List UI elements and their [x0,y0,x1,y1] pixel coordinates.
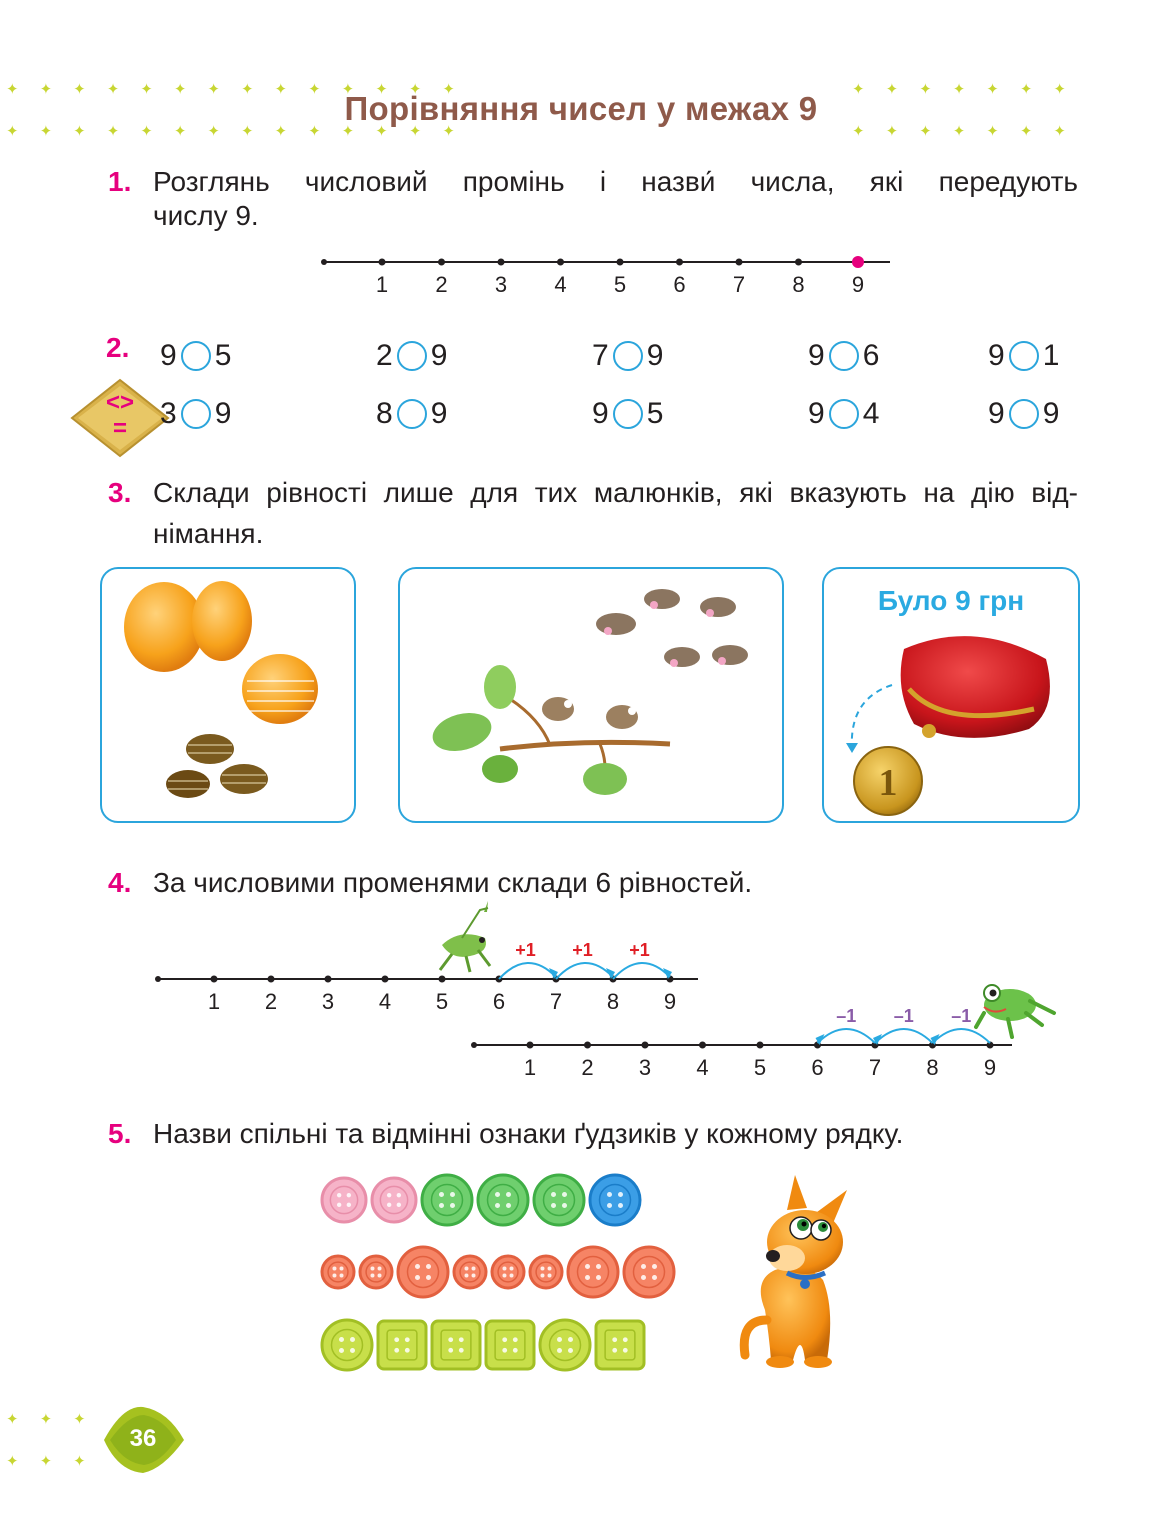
minus-jump-arc [875,1029,933,1043]
nl1-tick-dot [557,259,564,266]
decor-stars-top-4: ✦✦✦✦✦✦✦ [852,123,1087,140]
nl2-tick-label: 5 [435,989,449,1014]
page-title: Порівняння чисел у межах 9 [344,90,818,127]
button-pink [322,1178,366,1222]
button-green [534,1175,584,1225]
comparison-sign-slot[interactable] [181,399,211,429]
picture-frame-birds [398,567,784,823]
nl3-tick-label: 4 [696,1055,709,1080]
comparison-item [592,336,663,376]
nl3-tick-label: 1 [523,1055,537,1080]
comparison-item [160,336,231,376]
nl2-tick-label: 7 [549,989,563,1014]
button-big-orange [568,1247,618,1297]
number-line-3 [460,975,1060,1085]
comparison-item [160,394,231,434]
comparison-right-number: 1 [1042,339,1060,372]
nl1-tick-label: 5 [613,272,627,297]
button-big-orange [624,1247,674,1297]
comparison-item [592,394,663,434]
button-green [478,1175,528,1225]
comparison-sign-slot[interactable] [613,341,643,371]
purse-caption: Було 9 грн [877,585,1025,616]
nl1-tick-label: 6 [673,272,686,297]
nl3-tick-dot [699,1042,706,1049]
comparison-left-number: 9 [988,339,1005,372]
task-1-text-line1: Розглянь числовий промінь і назви́ числа, які передують [153,166,1078,197]
button-square-lime [486,1321,534,1369]
comparison-left-number: 9 [808,339,825,372]
comparison-item [988,336,1059,376]
minus-jump-label: –1 [951,1006,972,1026]
comparison-sign-slot[interactable] [1009,399,1039,429]
grasshopper-icon [440,908,490,972]
nl2-tick-label: 4 [378,989,392,1014]
nl1-tick-dot [736,259,743,266]
comparison-right-number: 6 [862,339,880,372]
comparison-right-number: 9 [1042,397,1060,430]
button-round-lime [322,1320,372,1370]
task-4-text: За числовими променями склади 6 рівностей. [153,867,753,898]
comparison-right-number: 4 [862,397,880,430]
button-pink [372,1178,416,1222]
comparison-right-number: 9 [214,397,232,430]
comparison-sign-slot[interactable] [397,399,427,429]
comparison-item [376,336,447,376]
buttons-rows [320,1170,680,1380]
decor-stars-bottom-2: ✦✦✦ [6,1453,107,1470]
task-2-number: 2. [106,332,130,363]
nl1-tick-label: 9 [851,272,865,297]
comparison-sign-slot[interactable] [829,399,859,429]
nl2-tick-dot [439,976,446,983]
nl2-tick-label: 1 [207,989,221,1014]
plus-jump-label: +1 [515,940,536,960]
comparison-item [376,394,447,434]
minus-jump-arc [933,1029,991,1043]
task-5-number: 5. [108,1118,132,1149]
page-number-badge [98,1403,188,1477]
nl2-tick-dot [268,976,275,983]
task-1-text-line2: числу 9. [153,200,259,231]
nl2-tick-label: 6 [492,989,506,1014]
comparison-right-number: 9 [646,339,664,372]
comparison-left-number: 9 [160,339,177,372]
comparison-sign-slot[interactable] [829,341,859,371]
nl1-tick-dot [852,256,864,268]
decor-stars-top-1: ✦✦✦✦✦✦✦✦✦✦✦✦✦✦ [6,81,476,98]
plus-jump-label: +1 [572,940,593,960]
comparison-item [808,336,879,376]
button-round-lime [540,1320,590,1370]
nl1-tick-dot [676,259,683,266]
button-small-orange [454,1256,486,1288]
comparison-right-number: 9 [430,339,448,372]
nl3-tick-dot [584,1042,591,1049]
comparison-left-number: 9 [592,397,609,430]
comparison-item [808,394,879,434]
button-blue [590,1175,640,1225]
task-3-text-line1: Склади рівності лише для тих малюнків, які вказують на дію від- [153,477,1078,508]
button-small-orange [322,1256,354,1288]
nl2-origin-dot [155,976,161,982]
task-1-number: 1. [108,166,132,197]
nl1-tick-dot [795,259,802,266]
button-square-lime [378,1321,426,1369]
nl2-tick-label: 3 [321,989,335,1014]
nl1-tick-label: 2 [435,272,448,297]
comparison-left-number: 8 [376,397,393,430]
button-small-orange [492,1256,524,1288]
button-small-orange [530,1256,562,1288]
button-small-orange [360,1256,392,1288]
nl3-tick-label: 6 [811,1055,824,1080]
nl1-tick-label: 8 [792,272,805,297]
nl3-tick-label: 9 [983,1055,997,1080]
button-square-lime [596,1321,644,1369]
comparison-left-number: 9 [808,397,825,430]
nl2-tick-dot [211,976,218,983]
plus-jump-label: +1 [629,940,650,960]
picture-frame-purse [822,567,1080,823]
nl3-tick-dot [527,1042,534,1049]
nl3-tick-label: 3 [638,1055,652,1080]
birds-on-branch-icon [400,569,782,821]
comparison-sign-slot[interactable] [397,341,427,371]
task-4-number: 4. [108,867,132,898]
comparison-left-number: 3 [160,397,177,430]
comparison-right-number: 5 [214,339,232,372]
nl2-tick-dot [325,976,332,983]
task-3-number: 3. [108,477,132,508]
comparison-right-number: 9 [430,397,448,430]
nl1-tick-dot [379,259,386,266]
nl1-tick-label: 4 [554,272,567,297]
nl1-origin-dot [321,259,327,265]
nl1-tick-label: 1 [375,272,389,297]
comparison-sign-slot[interactable] [1009,341,1039,371]
minus-jump-arc [818,1029,876,1043]
nl2-tick-dot [382,976,389,983]
nl1-tick-dot [617,259,624,266]
button-square-lime [432,1321,480,1369]
task-5-text: Назви спільні та відмінні ознаки ґудзиків у кожному рядку. [153,1118,904,1149]
task-3-text-line2: німання. [153,518,264,549]
nl1-tick-dot [438,259,445,266]
button-green [422,1175,472,1225]
comparison-left-number: 7 [592,339,609,372]
nl3-tick-label: 5 [753,1055,767,1080]
nl2-tick-label: 9 [663,989,677,1014]
nl3-tick-label: 7 [868,1055,882,1080]
nl2-tick-label: 8 [606,989,620,1014]
nl3-tick-dot [642,1042,649,1049]
compare-signs-icon [70,378,170,458]
nl3-tick-label: 2 [581,1055,594,1080]
nl3-tick-label: 8 [926,1055,939,1080]
button-big-orange [398,1247,448,1297]
nl1-tick-label: 3 [494,272,508,297]
comparison-right-number: 5 [646,397,664,430]
comparison-left-number: 9 [988,397,1005,430]
nl3-tick-dot [757,1042,764,1049]
coin-label: 1 [878,762,898,804]
comparison-item [988,394,1059,434]
decor-stars-top-3: ✦✦✦✦✦✦✦ [852,81,1087,98]
comparison-left-number: 2 [376,339,393,372]
comparison-sign-slot[interactable] [613,399,643,429]
number-line-1 [300,240,920,310]
picture-frame-apricots [100,567,356,823]
svg-text:=: = [112,415,128,442]
nl2-tick-label: 2 [264,989,278,1014]
purse-and-coin-icon [824,619,1078,821]
decor-stars-bottom-1: ✦✦✦ [6,1411,107,1428]
nl1-tick-dot [498,259,505,266]
nl1-tick-label: 7 [732,272,746,297]
minus-jump-label: –1 [893,1006,914,1026]
comparison-sign-slot[interactable] [181,341,211,371]
page-number: 36 [129,1425,157,1452]
minus-jump-label: –1 [836,1006,857,1026]
decor-stars-top-2: ✦✦✦✦✦✦✦✦✦✦✦✦✦✦ [6,123,476,140]
svg-text:<>: <> [105,389,135,416]
puppy-icon [735,1170,865,1370]
frog-icon [976,985,1054,1037]
apricots-and-pits-icon [102,569,354,821]
nl3-origin-dot [471,1042,477,1048]
